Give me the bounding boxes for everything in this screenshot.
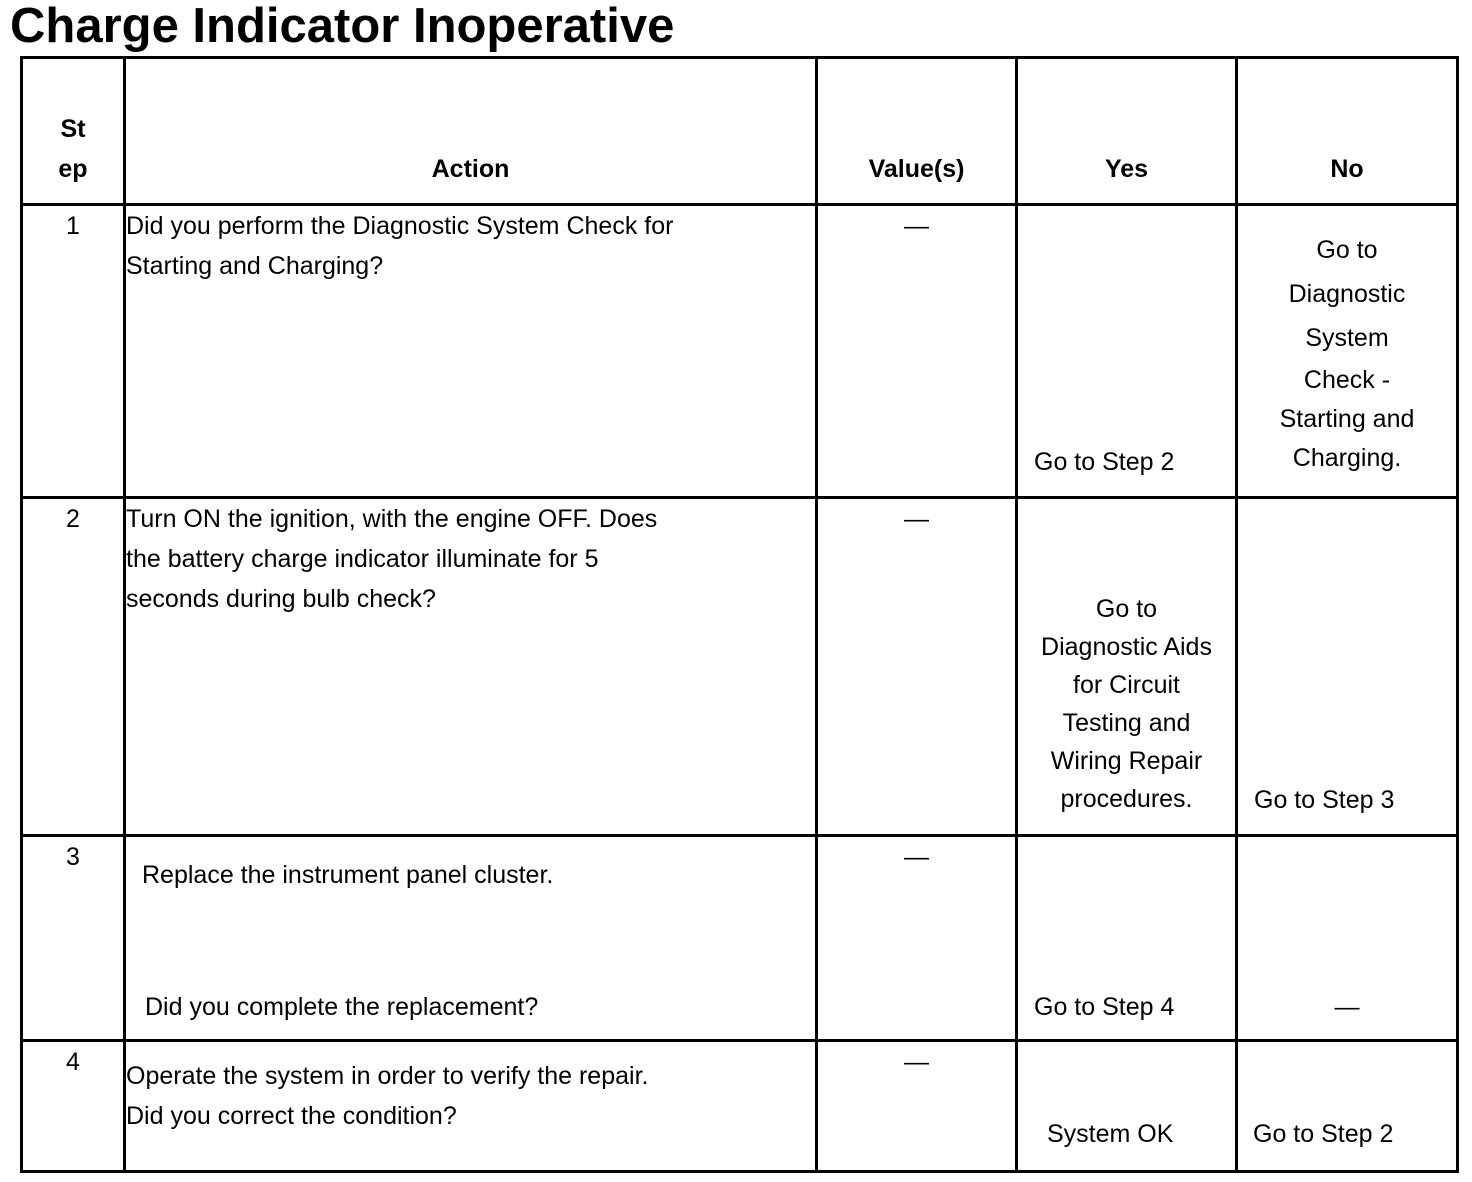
action-cell xyxy=(125,836,817,1041)
no-line: Diagnostic xyxy=(1288,280,1406,308)
action-line: Did you complete the replacement? xyxy=(145,993,539,1021)
table-row xyxy=(22,1041,1458,1172)
action-cell xyxy=(125,1041,817,1172)
header-step-line2: ep xyxy=(58,155,88,183)
value-cell: — xyxy=(817,1041,1017,1172)
header-step-line1: St xyxy=(60,115,86,143)
no-cell xyxy=(1237,836,1458,1041)
action-line: the battery charge indicator illuminate for 5 xyxy=(126,545,599,573)
diagnostic-table xyxy=(20,56,1459,1173)
value-cell: — xyxy=(817,205,1017,498)
value-cell: — xyxy=(817,498,1017,836)
yes-cell xyxy=(1017,836,1237,1041)
action-line: Starting and Charging? xyxy=(126,252,384,280)
header-step xyxy=(22,58,125,205)
action-cell xyxy=(125,498,817,836)
action-line: Did you correct the condition? xyxy=(126,1102,457,1130)
yes-text: System OK xyxy=(1047,1120,1174,1148)
yes-line: procedures. xyxy=(1060,785,1193,813)
no-text: — xyxy=(1334,993,1360,1021)
no-text: Go to Step 2 xyxy=(1253,1120,1394,1148)
no-line: System xyxy=(1305,324,1389,352)
no-cell xyxy=(1237,205,1458,498)
yes-line: Wiring Repair xyxy=(1050,747,1203,775)
yes-cell xyxy=(1017,498,1237,836)
action-line: Turn ON the ignition, with the engine OFF. Does xyxy=(126,505,658,533)
yes-text: Go to Step 4 xyxy=(1034,993,1175,1021)
action-cell xyxy=(125,205,817,498)
action-line: Replace the instrument panel cluster. xyxy=(142,861,554,889)
header-yes: Yes xyxy=(1017,58,1237,205)
yes-line: for Circuit xyxy=(1073,671,1180,699)
yes-line: Go to xyxy=(1095,595,1158,623)
table-row xyxy=(22,836,1458,1041)
no-line: Starting and xyxy=(1279,405,1415,433)
step-number: 2 xyxy=(22,498,125,836)
action-line: Did you perform the Diagnostic System Check for xyxy=(126,212,674,240)
no-cell xyxy=(1237,1041,1458,1172)
action-line: seconds during bulb check? xyxy=(126,585,436,613)
page-title: Charge Indicator Inoperative xyxy=(10,0,675,53)
step-number: 4 xyxy=(22,1041,125,1172)
action-line: Operate the system in order to verify the repair. xyxy=(126,1062,649,1090)
header-values: Value(s) xyxy=(817,58,1017,205)
step-number: 1 xyxy=(22,205,125,498)
header-action: Action xyxy=(125,58,817,205)
no-text: Go to Step 3 xyxy=(1254,786,1395,814)
no-line: Check - xyxy=(1303,366,1391,394)
yes-cell xyxy=(1017,205,1237,498)
header-no: No xyxy=(1237,58,1458,205)
value-cell: — xyxy=(817,836,1017,1041)
table-header-row xyxy=(22,58,1458,205)
step-number: 3 xyxy=(22,836,125,1041)
no-line: Go to xyxy=(1316,236,1378,264)
yes-line: Testing and xyxy=(1062,709,1191,737)
yes-text: Go to Step 2 xyxy=(1034,448,1175,476)
table-row xyxy=(22,205,1458,498)
no-cell xyxy=(1237,498,1458,836)
yes-line: Diagnostic Aids xyxy=(1041,633,1212,661)
no-line: Charging. xyxy=(1292,444,1402,472)
yes-cell xyxy=(1017,1041,1237,1172)
table-row xyxy=(22,498,1458,836)
